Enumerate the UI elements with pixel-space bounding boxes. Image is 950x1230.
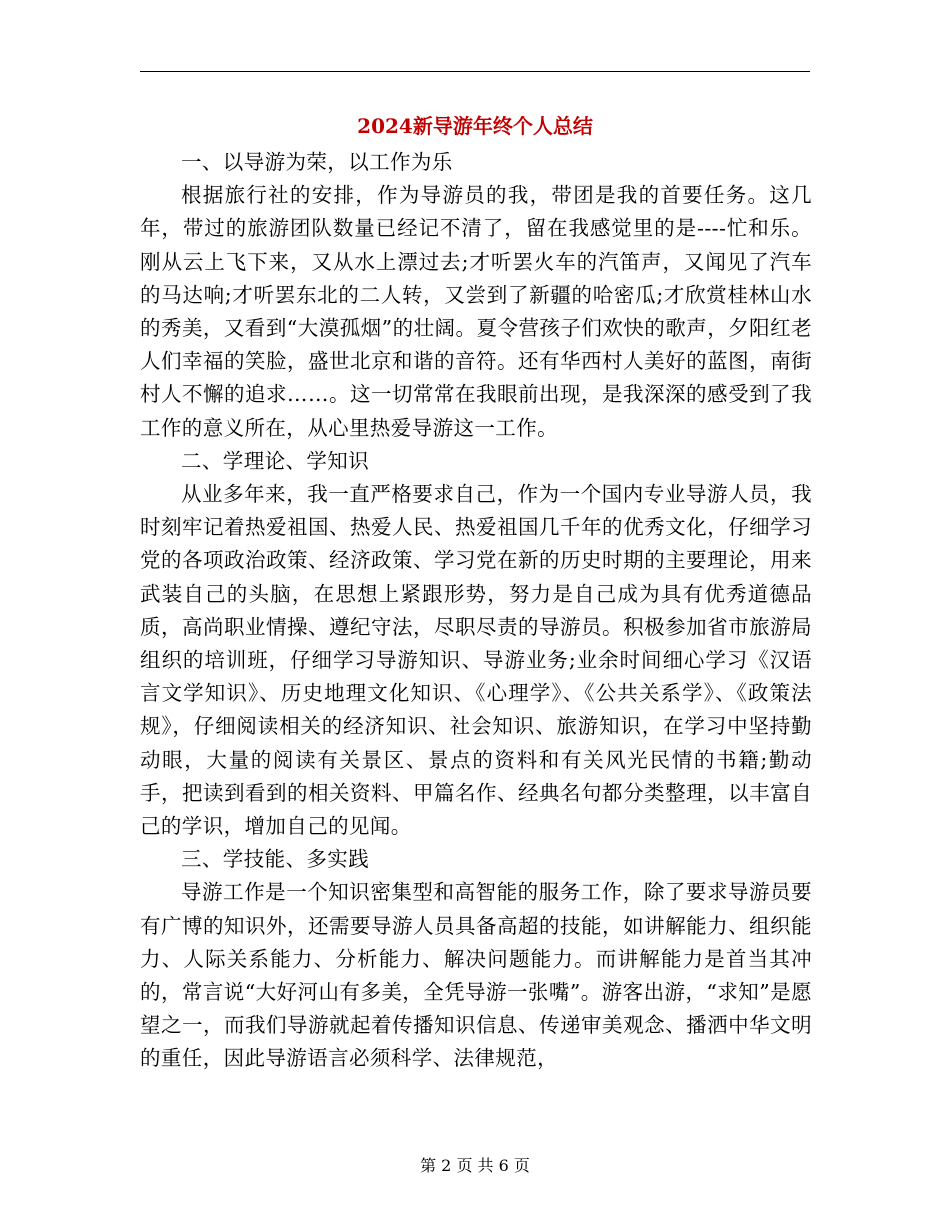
document-body: [140, 146, 812, 1076]
section-heading-3: 三、学技能、多实践: [181, 847, 370, 872]
header-rule: [140, 71, 810, 72]
section-heading-1: 一、以导游为荣，以工作为乐: [181, 150, 453, 174]
body-paragraph-3: 导游工作是一个知识密集型和高智能的服务工作，除了要求导游员要有广博的知识外，还需要导游人员具备高超的技能，如讲解能力、组织能力、人际关系能力、分析能力、解决问题能力。而讲解能力是首当其冲的，常言说“大好河山有多美，全凭导游一张嘴”。游客出游，“求知”是愿望之一，而我们导游就起着传播知识信息、传递审美观念、播洒中华文明的重任，因此导游语言必须科学、法律规范，: [140, 880, 812, 1071]
section-heading-2: 二、学理论、学知识: [181, 448, 370, 473]
body-paragraph-1: 根据旅行社的安排，作为导游员的我，带团是我的首要任务。这几年，带过的旅游团队数量已经记不清了，留在我感觉里的是----忙和乐。刚从云上飞下来，又从水上漂过去;才听罢火车的汽笛声，又闻见了汽车的马达响;才听罢东北的二人转，又尝到了新疆的哈密瓜;才欣赏桂林山水的秀美，又看到“大漠孤烟”的壮阔。夏令营孩子们欢快的歌声，夕阳红老人们幸福的笑脸，盛世北京和谐的音符。还有华西村人美好的蓝图，南街村人不懈的追求……。这一切常常在我眼前出现，是我深深的感受到了我工作的意义所在，从心里热爱导游这一工作。: [140, 183, 812, 440]
page-number-footer: 第 2 页 共 6 页: [420, 1156, 530, 1175]
document-title: 2024新导游年终个人总结: [357, 114, 593, 138]
body-paragraph-2: 从业多年来，我一直严格要求自己，作为一个国内专业导游人员，我时刻牢记着热爱祖国、热爱人民、热爱祖国几千年的优秀文化，仔细学习党的各项政治政策、经济政策、学习党在新的历史时期的主要理论，用来武装自己的头脑，在思想上紧跟形势，努力是自己成为具有优秀道德品质，高尚职业情操、遵纪守法，尽职尽责的导游员。积极参加省市旅游局组织的培训班，仔细学习导游知识、导游业务;业余时间细心学习《汉语言文学知识》、历史地理文化知识、《心理学》、《公共关系学》、《政策法规》，仔细阅读相关的经济知识、社会知识、旅游知识，在学习中坚持勤动眼，大量的阅读有关景区、景点的资料和有关风光民情的书籍;勤动手，把读到看到的相关资料、甲篇名作、经典名句都分类整理，以丰富自己的学识，增加自己的见闻。: [140, 482, 812, 839]
